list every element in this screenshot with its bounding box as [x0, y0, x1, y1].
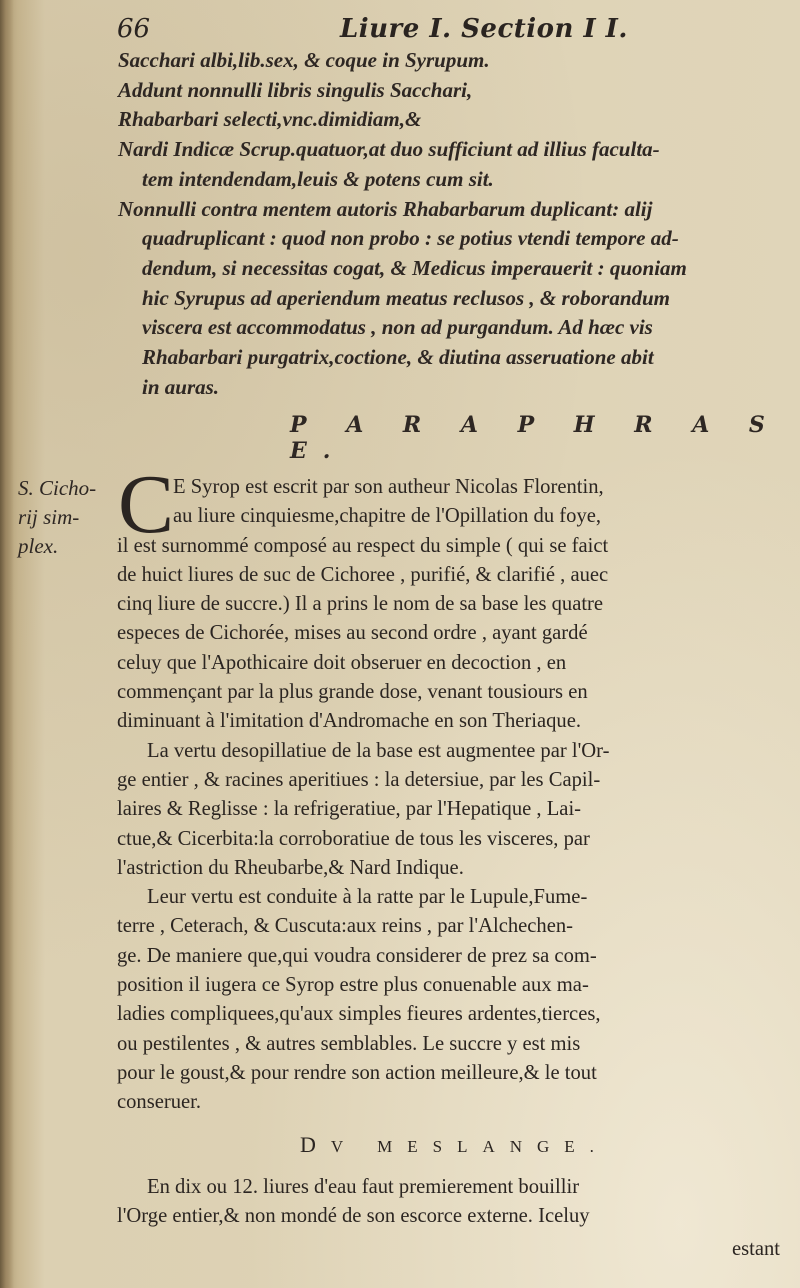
latin-line: Addunt nonnulli libris singulis Sacchari, — [118, 77, 473, 102]
section-heading-initial: D — [300, 1132, 331, 1157]
body-line: laires & Reglisse : la refrigeratiue, par l'Hepatique , Lai- — [117, 798, 582, 821]
body-line: celuy que l'Apothicaire doit obseruer en decoction , en — [117, 651, 567, 674]
book-gutter — [0, 0, 14, 1288]
latin-line: Sacchari albi,lib.sex, & coque in Syrupum. — [118, 48, 490, 72]
catchword: estant — [731, 1238, 780, 1260]
latin-line: hic Syrupus ad aperiendum meatus reclusos , & roborandum — [142, 285, 671, 310]
latin-line: Nonnulli contra mentem autoris Rhabarbarum duplicant: alij — [118, 196, 653, 221]
margin-note-line: rij sim- — [18, 505, 80, 529]
body-line: conseruer. — [117, 1091, 202, 1114]
paraphrase-body — [117, 473, 797, 1118]
body-line: au liure cinquiesme,chapitre de l'Opillation du foye, — [173, 505, 602, 528]
body-line: pour le goust,& pour rendre son action meilleure,& le tout — [117, 1061, 597, 1084]
latin-line: dendum, si necessitas cogat, & Medicus imperauerit : quoniam — [142, 255, 687, 280]
body-line: ou pestilentes , & autres semblables. Le succre y est mis — [117, 1032, 581, 1055]
body-line: ctue,& Cicerbita:la corroboratiue de tous les visceres, par — [117, 827, 590, 850]
latin-line: tem intendendam,leuis & potens cum sit. — [142, 166, 494, 191]
body-line: cinq liure de succre.) Il a prins le nom de sa base les quatre — [117, 593, 604, 616]
running-head: Liure I. Section I I. — [340, 14, 628, 44]
latin-line: in auras. — [142, 374, 220, 399]
body-line: terre , Ceterach, & Cuscuta:aux reins , par l'Alchechen- — [117, 915, 574, 938]
body-line: diminuant à l'imitation d'Andromache en son Theriaque. — [117, 710, 581, 733]
latin-line: Rhabarbari selecti,vnc.dimidiam,& — [118, 107, 422, 132]
body-line: ge. De maniere que,qui voudra considerer de prez sa com- — [117, 944, 597, 967]
body-line: ladies compliquees,qu'aux simples fieures ardentes,tierces, — [117, 1003, 601, 1026]
margin-note-line: plex. — [18, 534, 59, 558]
body-line: position il iugera ce Syrop estre plus conuenable aux ma- — [117, 974, 589, 997]
meslange-body — [117, 1173, 797, 1232]
body-line: l'Orge entier,& non mondé de son escorce externe. Iceluy — [117, 1205, 590, 1228]
body-line: La vertu desopillatiue de la base est augmentee par l'Or- — [147, 739, 610, 762]
body-line: especes de Cichorée, mises au second ordre , ayant gardé — [117, 622, 588, 645]
latin-line: viscera est accommodatus , non ad purgandum. Ad hæc vis — [142, 315, 653, 340]
drop-capital: C — [118, 458, 175, 551]
latin-line: Nardi Indicæ Scrup.quatuor,at duo sufficiunt ad illius faculta- — [118, 137, 660, 162]
body-line: E Syrop est escrit par son autheur Nicolas Florentin, — [173, 476, 604, 498]
latin-line: quadruplicant : quod non probo : se potius vtendi tempore ad- — [142, 226, 679, 251]
margin-note — [18, 474, 96, 561]
page-number: 66 — [117, 14, 151, 44]
body-line: il est surnommé composé au respect du simple ( qui se faict — [117, 534, 609, 557]
paraphrase-heading: P A R A P H R A S E. — [290, 412, 781, 464]
body-line: En dix ou 12. liures d'eau faut premierement bouillir — [147, 1176, 580, 1198]
body-line: Leur vertu est conduite à la ratte par le Lupule,Fume- — [147, 886, 588, 909]
body-line: l'astriction du Rheubarbe,& Nard Indique. — [117, 856, 464, 879]
section-heading-meslange — [300, 1132, 609, 1158]
body-line: de huict liures de suc de Cichoree , purifié, & clarifié , auec — [117, 563, 609, 586]
latin-line: Rhabarbari purgatrix,coctione, & diutina asseruatione abit — [142, 345, 654, 370]
margin-note-line: S. Cicho- — [18, 476, 97, 500]
body-line: ge entier , & racines aperitiues : la detersiue, par les Capil- — [117, 768, 601, 791]
section-heading-rest: V MESLANGE. — [330, 1137, 609, 1156]
latin-recipe — [118, 46, 798, 402]
body-line: commençant par la plus grande dose, venant tousiours en — [117, 681, 588, 704]
